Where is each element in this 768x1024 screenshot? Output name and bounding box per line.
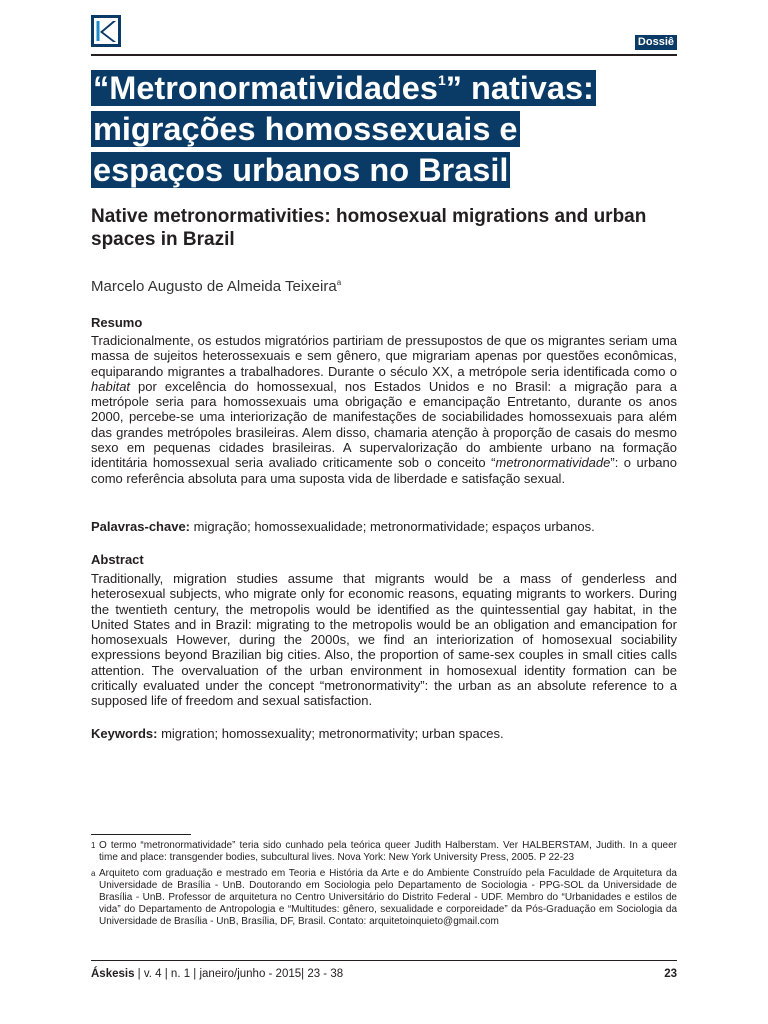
palavras-chave-label: Palavras-chave:	[91, 519, 191, 534]
section-label: Dossiê	[635, 35, 677, 50]
footnote-1-mark: 1	[91, 841, 96, 850]
abstract-text: Traditionally, migration studies assume that migrants would be a mass of genderless and heterosexual subjects, who migrate only for economic reasons, equating migrants to workers. During the twentieth century, the metropolis would be identified as the quintessential gay habitat, in the United States and in Brazil: migrating to the metropolis would be an obligation and emancipation for homosexuals However, during the 2000s, we find an interiorization of homosexual sociability expressions beyond Brazilian big cities. Also, the proportion of same-sex couples in small cities calls attention. The overvaluation of the urban environment in homosexual identity formation can be critically evaluated under the concept “metronormativity”: the urban as an absolute reference to a supposed life of freedom and sexual satisfaction.	[91, 571, 677, 709]
title-line-2: migrações homossexuais e	[93, 111, 518, 147]
palavras-chave	[91, 519, 681, 534]
title-line-1: “Metronormatividades$^1$” nativas:	[93, 70, 594, 106]
header-rule	[91, 54, 677, 56]
footnote-a-mark: a	[91, 869, 96, 878]
palavras-chave-text: migração; homossexualidade; metronormatividade; espaços urbanos.	[190, 519, 595, 534]
footer-citation	[91, 968, 343, 980]
footnote-a	[91, 868, 677, 928]
resumo-text: Tradicionalmente, os estudos migratórios partiriam de pressupostos de que os migrantes seriam uma massa de sujeitos heterossexuais e sem gênero, que migrariam apenas por questões econômicas, equiparando migrantes a trabalhadores. Durante o século XX, a metrópole seria identificada como o habitat por excelência do homossexual, nos Estados Unidos e no Brasil: a migração para a metrópole seria para homossexuais uma obrigação e emancipação Entretanto, durante os anos 2000, percebe-se uma interiorização de manifestações de sociabilidades homossexuais para além das grandes metrópoles brasileiras. Alem disso, chamaria atenção à proporção de casais do mesmo sexo em pequenas cidades brasileiras. A supervalorização do ambiente urbano na formação identitária homossexual seria avaliado criticamente sob o conceito “metronormatividade”: o urbano como referência absoluta para uma suposta vida de liberdade e satisfação sexual.	[91, 333, 677, 486]
article-title	[91, 68, 691, 191]
footnote-1-text: O termo “metronormatividade” teria sido cunhado pela teórica queer Judith Halberstam. Ver HALBERSTAM, Judith. In a queer time and place: transgender bodies, subcultural lives. Nova York: New York University Press, 2005. P 22-23	[99, 840, 677, 863]
keywords	[91, 726, 681, 741]
title-note-mark[interactable]: 1	[437, 72, 446, 88]
footnote-rule	[91, 834, 191, 835]
author-name: Marcelo Augusto de Almeida Teixeira	[91, 278, 337, 295]
keywords-text: migration; homossexuality; metronormativity; urban spaces.	[157, 726, 504, 741]
citation-details: | v. 4 | n. 1 | janeiro/junho - 2015| 23 - 38	[134, 968, 344, 980]
journal-logo-icon	[91, 15, 121, 47]
page-number: 23	[664, 968, 677, 980]
footer-rule	[91, 960, 677, 961]
footnote-1	[91, 840, 677, 864]
resumo-heading: Resumo	[91, 315, 143, 330]
journal-name: Áskesis	[91, 968, 135, 980]
author-line	[91, 278, 341, 295]
keywords-label: Keywords:	[91, 726, 158, 741]
article-subtitle: Native metronormativities: homosexual migrations and urban spaces in Brazil	[91, 206, 647, 250]
abstract-heading: Abstract	[91, 552, 144, 567]
footnote-a-text: Arquiteto com graduação e mestrado em Teoria e História da Arte e do Ambiente Construído pela Faculdade de Arquitetura da Universidade de Brasília - UnB. Doutorando em Sociologia pelo Departamento de Sociologia - PPG-SOL da Universidade de Brasília - UnB. Professor de arquitetura no Centro Universitário do Distrito Federal - UDF. Membro do “Urbanidades e estilos de vida” do Departamento de Antropologia e “Multitudes: gênero, sexualidade e corporeidade” da Pós-Graduação em Sociologia da Universidade de Brasília - UnB, Brasília, DF, Brasil. Contato: arquitetoinquieto@gmail.com	[99, 868, 677, 927]
title-line-3: espaços urbanos no Brasil	[93, 152, 509, 188]
author-note-mark[interactable]: a	[336, 278, 342, 287]
